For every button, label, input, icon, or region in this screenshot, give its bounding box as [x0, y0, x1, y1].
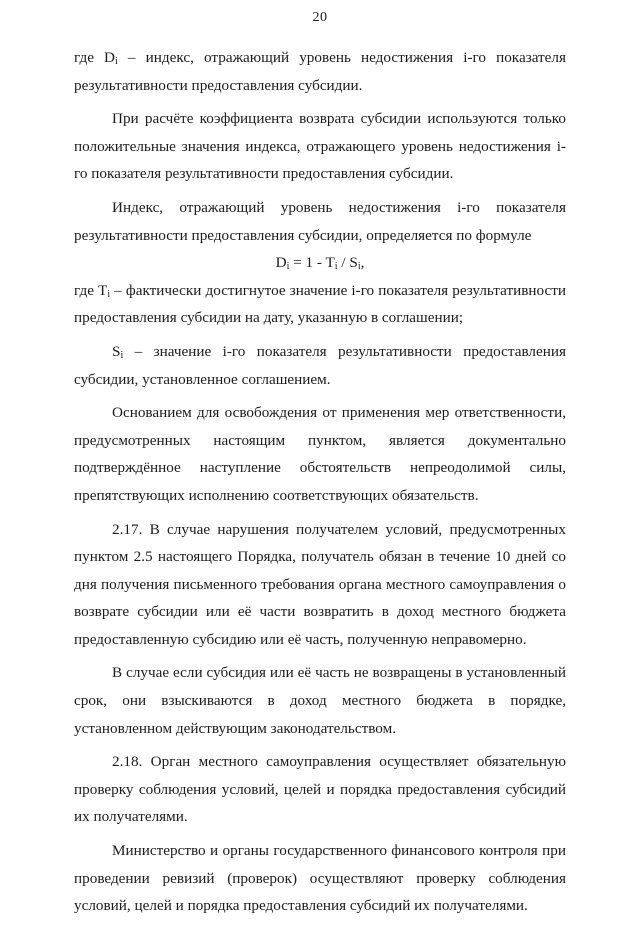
subscript-index: i: [120, 349, 124, 361]
paragraph-force-majeure: [74, 399, 566, 509]
paragraph-recovery: [74, 659, 566, 742]
text-run: Министерство и органы государственного финансового контроля при проведении ревизий (проверок) осуществляют проверку соблюдения условий, целей и порядка предоставления субсидий их получателями.: [74, 842, 566, 915]
text-run: где T: [74, 281, 108, 299]
subscript-index: i: [357, 261, 361, 273]
text-run: – фактически достигнутое значение i-го показателя результативности предоставления субсидии на дату, указанную в соглашении;: [74, 281, 566, 327]
text-run: Основанием для освобождения от применения мер ответственности, предусмотренных настоящим пунктом, является документально подтверждённое наступление обстоятельств непреодолимой силы, препятствующих исполнению соответствующих обязательств.: [74, 404, 566, 504]
paragraph-clause-2-18: [74, 748, 566, 831]
text-run: Индекс, отражающий уровень недостижения i-го показателя результативности предоставления субсидии, определяется по формуле: [74, 198, 566, 244]
text-run: = 1 - T: [289, 254, 335, 272]
paragraph-d-index-definition: [74, 44, 566, 99]
paragraph-clause-2-17: [74, 516, 566, 654]
formula-d-index: [74, 249, 566, 277]
text-run: 2.17. В случае нарушения получателем условий, предусмотренных пунктом 2.5 настоящего Порядка, получатель обязан в течение 10 дней со дня получения письменного требования органа местного самоуправления о возврате субсидии или её части возвратить в доход местного бюджета предоставленную субсидию или её часть, полученную неправомерно.: [74, 520, 566, 648]
text-run: ,: [360, 254, 365, 272]
text-run: В случае если субсидия или её часть не возвращены в установленный срок, они взыскиваются в доход местного бюджета в порядке, установленном действующим законодательством.: [74, 664, 566, 737]
subscript-index: i: [286, 261, 290, 273]
paragraph-ministry-control: [74, 837, 566, 920]
paragraph-t-definition: [74, 277, 566, 332]
subscript-index: i: [334, 261, 338, 273]
subscript-index: i: [115, 56, 118, 67]
text-run: S: [112, 342, 121, 360]
subscript-index: i: [107, 288, 111, 300]
paragraph-positive-values-note: [74, 105, 566, 188]
text-run: / S: [337, 254, 358, 272]
page-number: 20: [312, 10, 328, 25]
text-run: При расчёте коэффициента возврата субсидии используются только положительные значения индекса, отражающего уровень недостижения i-го показателя результативности предоставления субсидии.: [74, 110, 566, 183]
paragraph-s-definition: [74, 338, 566, 393]
paragraph-formula-intro: [74, 194, 566, 249]
text-run: где D: [74, 49, 116, 66]
text-run: – индекс, отражающий уровень недостижения i-го показателя результативности предоставления субсидии.: [74, 49, 566, 94]
text-run: – значение i-го показателя результативности предоставления субсидии, установленное соглашением.: [74, 342, 566, 388]
text-run: D: [275, 254, 287, 272]
text-run: 2.18. Орган местного самоуправления осуществляет обязательную проверку соблюдения условий, целей и порядка предоставления субсидий их получателями.: [74, 753, 566, 826]
document-body: [74, 44, 566, 926]
